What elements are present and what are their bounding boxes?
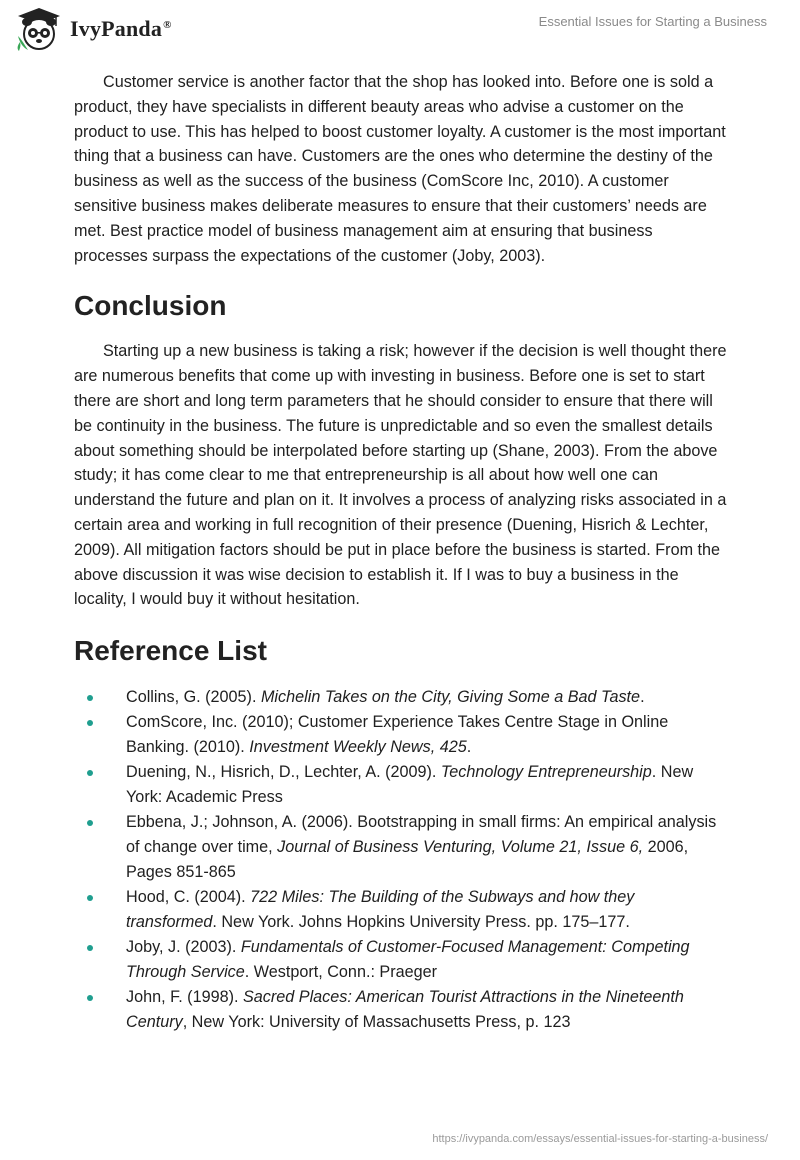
intro-paragraph: Customer service is another factor that the shop has looked into. Before one is sold a product, they have specialists in different beauty areas who advise a customer on the product to use. This has helped to boost customer loyalty. A customer is the most important thing that a business can have. Customers are the ones who determine the destiny of the business as well as the success of the business (ComScore Inc, 2010). A customer sensitive business makes deliberate measures to ensure that their customers’ needs are met. Best practice model of business management aim at ensuring that business processes surpass the expectations of the customer (Joby, 2003).: [74, 73, 726, 265]
reference-item: Collins, G. (2005). Michelin Takes on the City, Giving Some a Bad Taste.: [74, 685, 729, 710]
conclusion-paragraph: Starting up a new business is taking a risk; however if the decision is well thought there are numerous benefits that come up with investing in business. Before one is set to start there are short and long term parameters that he should consider to ensure that there will be continuity in the business. The future is unpredictable and so even the smallest details about something should be interpolated before starting up (Shane, 2003). From the above study; it has come clear to me that entrepreneurship is all about how well one can understand the future and plan on it. It involves a process of analyzing risks associated in a certain area and working in full recognition of their presence (Duening, Hisrich & Lechter, 2009). All mitigation factors should be put in place before the business is started. From the above discussion it was wise decision to establish it. If I was to buy a business in the locality, I would buy it without hesitation.: [74, 342, 727, 609]
bullet-icon: [87, 945, 93, 951]
bullet-icon: [87, 820, 93, 826]
bullet-icon: [87, 770, 93, 776]
page-header: [0, 0, 800, 70]
essay-content: [74, 70, 729, 1035]
reference-item: Duening, N., Hisrich, D., Lechter, A. (2009). Technology Entrepreneurship. New York: Academic Press: [74, 760, 729, 810]
reference-item: John, F. (1998). Sacred Places: American Tourist Attractions in the Nineteenth Century, New York: University of Massachusetts Press, p. 123: [74, 985, 729, 1035]
bullet-icon: [87, 895, 93, 901]
document-title: Essential Issues for Starting a Business: [538, 14, 767, 29]
reference-item: Joby, J. (2003). Fundamentals of Customer-Focused Management: Competing Through Service. Westport, Conn.: Praeger: [74, 935, 729, 985]
brand-name: IvyPanda®: [70, 16, 172, 41]
panda-logo-icon: [14, 6, 64, 52]
reference-list-heading: Reference List: [74, 635, 267, 667]
reference-item: ComScore, Inc. (2010); Customer Experience Takes Centre Stage in Online Banking. (2010). Investment Weekly News, 425.: [74, 710, 729, 760]
reference-item: Hood, C. (2004). 722 Miles: The Building of the Subways and how they transformed. New York. Johns Hopkins University Press. pp. 175–177.: [74, 885, 729, 935]
reference-list: [74, 685, 729, 1035]
bullet-icon: [87, 695, 93, 701]
reference-item: Ebbena, J.; Johnson, A. (2006). Bootstrapping in small firms: An empirical analysis of change over time, Journal of Business Venturing, Volume 21, Issue 6, 2006, Pages 851-865: [74, 810, 729, 885]
footer-url-link[interactable]: https://ivypanda.com/essays/essential-issues-for-starting-a-business/: [432, 1133, 768, 1145]
bullet-icon: [87, 720, 93, 726]
conclusion-heading: Conclusion: [74, 290, 227, 322]
ivypanda-logo[interactable]: [14, 6, 172, 52]
bullet-icon: [87, 995, 93, 1001]
